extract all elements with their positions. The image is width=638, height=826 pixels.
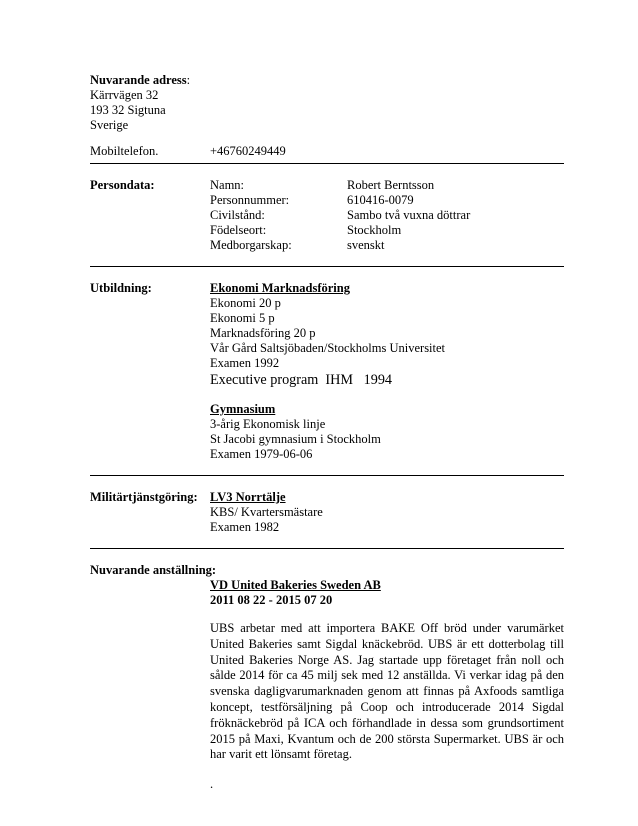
- personal-row: [210, 193, 564, 208]
- personal-value: 610416-0079: [347, 193, 414, 207]
- education-line: St Jacobi gymnasium i Stockholm: [210, 432, 381, 446]
- personal-key: Namn:: [210, 178, 245, 192]
- military-label: Militärtjänstgöring:: [90, 490, 198, 504]
- education-section: [90, 281, 564, 462]
- employment-content: [210, 578, 564, 792]
- military-section: [90, 490, 564, 535]
- personal-value: Sambo två vuxna döttrar: [347, 208, 471, 222]
- phone-label: Mobiltelefon.: [90, 144, 159, 158]
- personal-rows: [210, 178, 564, 253]
- phone-value: +46760249449: [210, 144, 286, 158]
- employment-section: [90, 563, 564, 792]
- personal-value: svenskt: [347, 238, 385, 252]
- personal-section: [90, 178, 564, 253]
- employment-title: VD United Bakeries Sweden AB: [210, 578, 381, 592]
- address-block: [90, 73, 564, 133]
- personal-key: Födelseort:: [210, 223, 267, 237]
- education-title-2: Gymnasium: [210, 402, 276, 416]
- address-heading-line: [90, 73, 564, 88]
- divider-military: [90, 548, 564, 549]
- address-line-postal: 193 32 Sigtuna: [90, 103, 166, 117]
- employment-label: Nuvarande anställning:: [90, 563, 217, 577]
- education-title-1: Ekonomi Marknadsföring: [210, 281, 350, 295]
- education-exec-line: Executive program IHM 1994: [210, 372, 393, 388]
- personal-row: [210, 208, 564, 223]
- divider-personal: [90, 266, 564, 267]
- phone-row: [90, 144, 564, 159]
- education-line: 3-årig Ekonomisk linje: [210, 417, 326, 431]
- military-content: [210, 490, 564, 535]
- address-heading: Nuvarande adress: [90, 73, 187, 87]
- military-line: Examen 1982: [210, 520, 280, 534]
- education-line: Ekonomi 5 p: [210, 311, 275, 325]
- personal-value: Robert Berntsson: [347, 178, 435, 192]
- address-line-country: Sverige: [90, 118, 129, 132]
- personal-row: [210, 238, 564, 253]
- education-label: Utbildning:: [90, 281, 152, 295]
- military-line: KBS/ Kvartersmästare: [210, 505, 323, 519]
- personal-key: Civilstånd:: [210, 208, 265, 222]
- cv-page: [90, 73, 564, 792]
- employment-trailing: .: [210, 777, 214, 792]
- education-line: Examen 1979-06-06: [210, 447, 313, 461]
- education-line: Ekonomi 20 p: [210, 296, 281, 310]
- personal-key: Medborgarskap:: [210, 238, 292, 252]
- personal-value: Stockholm: [347, 223, 402, 237]
- divider-education: [90, 475, 564, 476]
- divider-phone: [90, 163, 564, 164]
- employment-description: UBS arbetar med att importera BAKE Off bröd under varumärket United Bakeries samt Sigdal knäckebröd. UBS är ett dotterbolag till United Bakeries Norge AS. Jag startade upp företaget från noll och sålde 2014 för ca 45 milj sek med 12 anställda. Vi verkar idag på den svenska dagligvarumarknaden genom att finnas på Axfoods samtliga koncept, testförsäljning på Coop och introducerade 2014 Sigdal fröknäckebröd på ICA och förhandlade in dessa som grundsortiment 2015 på Maxi, Kvantum och de 200 största Supermarket. UBS är och har varit ett lönsamt företag.: [210, 621, 564, 762]
- military-title: LV3 Norrtälje: [210, 490, 286, 504]
- employment-period: 2011 08 22 - 2015 07 20: [210, 593, 333, 607]
- address-heading-colon: :: [186, 73, 191, 87]
- education-line: Vår Gård Saltsjöbaden/Stockholms Universitet: [210, 341, 446, 355]
- address-line-street: Kärrvägen 32: [90, 88, 159, 102]
- education-line: Examen 1992: [210, 356, 280, 370]
- personal-row: [210, 223, 564, 238]
- personal-label: Persondata:: [90, 178, 155, 192]
- personal-key: Personnummer:: [210, 193, 290, 207]
- education-line: Marknadsföring 20 p: [210, 326, 316, 340]
- education-content: [210, 281, 564, 462]
- personal-row: [210, 178, 564, 193]
